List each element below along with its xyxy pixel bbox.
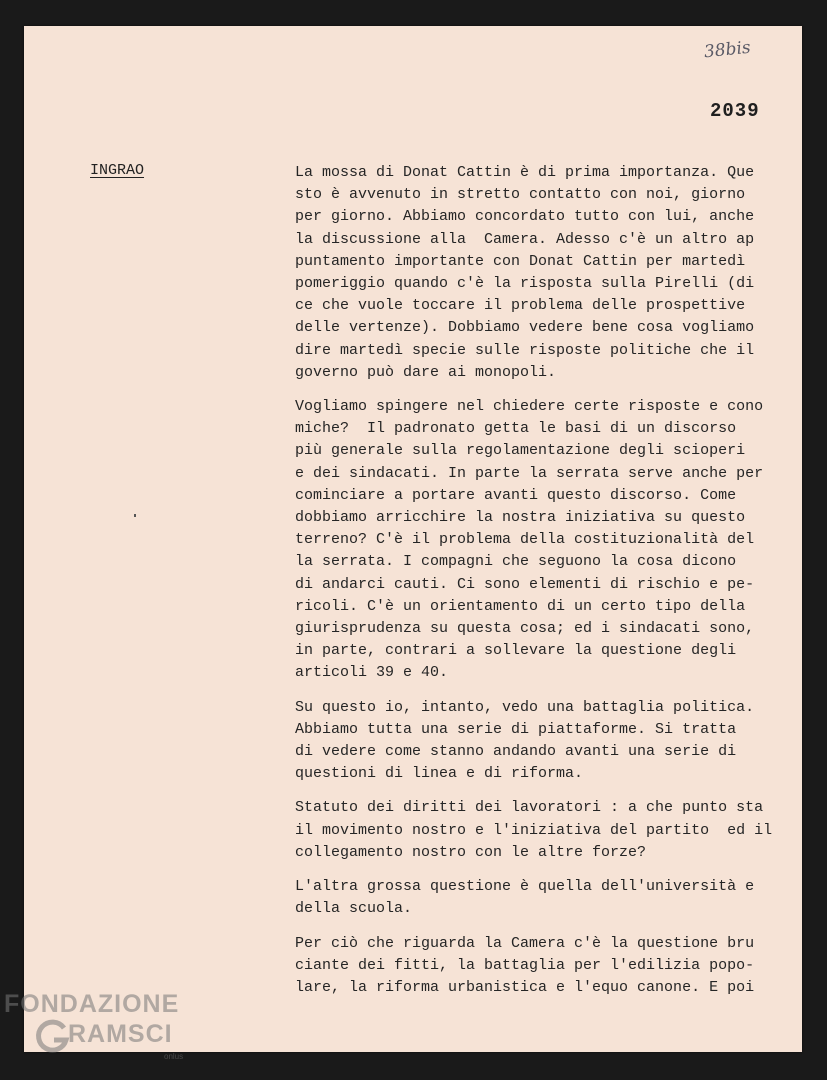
text-line: ce che vuole toccare il problema delle prospettive <box>295 297 746 315</box>
text-line: dobbiamo arricchire la nostra iniziativa su questo <box>295 509 746 527</box>
text-line: terreno? C'è il problema della costituzionalità del <box>295 531 755 549</box>
text-line: lare, la riforma urbanistica e l'equo canone. E poi <box>295 978 755 996</box>
text-line: cominciare a portare avanti questo discorso. Come <box>295 486 737 504</box>
paragraph <box>295 162 795 384</box>
document-page <box>24 26 802 1052</box>
text-line: questioni di linea e di riforma. <box>295 765 584 783</box>
paragraph <box>295 396 795 685</box>
text-line: Per ciò che riguarda la Camera c'è la questione bru <box>295 934 755 952</box>
watermark-logo <box>4 990 204 1070</box>
text-line: sto è avvenuto in stretto contatto con noi, giorno <box>295 186 746 204</box>
text-line: e dei sindacati. In parte la serrata serve anche per <box>295 464 764 482</box>
paragraph <box>295 797 795 864</box>
text-line: di andarci cauti. Ci sono elementi di rischio e pe- <box>295 575 755 593</box>
text-line: in parte, contrari a sollevare la questione degli <box>295 642 737 660</box>
page-number: 2039 <box>710 100 760 122</box>
text-line: pomeriggio quando c'è la risposta sulla Pirelli (di <box>295 275 755 293</box>
text-line: più generale sulla regolamentazione degli scioperi <box>295 442 746 460</box>
text-line: miche? Il padronato getta le basi di un discorso <box>295 420 737 438</box>
text-line: dire martedì specie sulle risposte politiche che il <box>295 341 755 359</box>
text-line: puntamento importante con Donat Cattin per martedì <box>295 252 746 270</box>
text-line: articoli 39 e 40. <box>295 664 449 682</box>
text-line: il movimento nostro e l'iniziativa del partito ed il <box>295 821 773 839</box>
paragraph <box>295 697 795 786</box>
text-line: di vedere come stanno andando avanti una serie di <box>295 743 737 761</box>
text-line: della scuola. <box>295 900 413 918</box>
text-line: la discussione alla Camera. Adesso c'è un altro ap <box>295 230 755 248</box>
text-line: collegamento nostro con le altre forze? <box>295 843 647 861</box>
gramsci-g-icon <box>34 1018 72 1056</box>
watermark-line2: RAMSCI <box>68 1020 173 1048</box>
text-line: L'altra grossa questione è quella dell'università e <box>295 878 755 896</box>
text-line: delle vertenze). Dobbiamo vedere bene cosa vogliamo <box>295 319 755 337</box>
text-line: Statuto dei diritti dei lavoratori : a che punto sta <box>295 799 764 817</box>
text-line: per giorno. Abbiamo concordato tutto con lui, anche <box>295 208 755 226</box>
ink-mark <box>134 514 136 517</box>
text-line: giurisprudenza su questa cosa; ed i sindacati sono, <box>295 620 755 638</box>
text-line: la serrata. I compagni che seguono la cosa dicono <box>295 553 737 571</box>
speech-body <box>295 162 795 1011</box>
text-line: La mossa di Donat Cattin è di prima importanza. Que <box>295 164 755 181</box>
text-line: governo può dare ai monopoli. <box>295 363 557 381</box>
text-line: Abbiamo tutta una serie di piattaforme. Si tratta <box>295 720 737 738</box>
paragraph <box>295 876 795 920</box>
watermark-line1: FONDAZIONE <box>4 990 180 1018</box>
text-line: ciante dei fitti, la battaglia per l'edilizia popo- <box>295 956 755 974</box>
speaker-name: INGRAO <box>90 162 145 179</box>
text-line: Su questo io, intanto, vedo una battaglia politica. <box>295 698 755 716</box>
handwritten-note: 38bis <box>703 37 752 63</box>
paragraph <box>295 933 795 1000</box>
text-line: ricoli. C'è un orientamento di un certo tipo della <box>295 597 746 615</box>
watermark-small: onlus <box>164 1052 184 1061</box>
text-line: Vogliamo spingere nel chiedere certe risposte e cono <box>295 398 764 416</box>
